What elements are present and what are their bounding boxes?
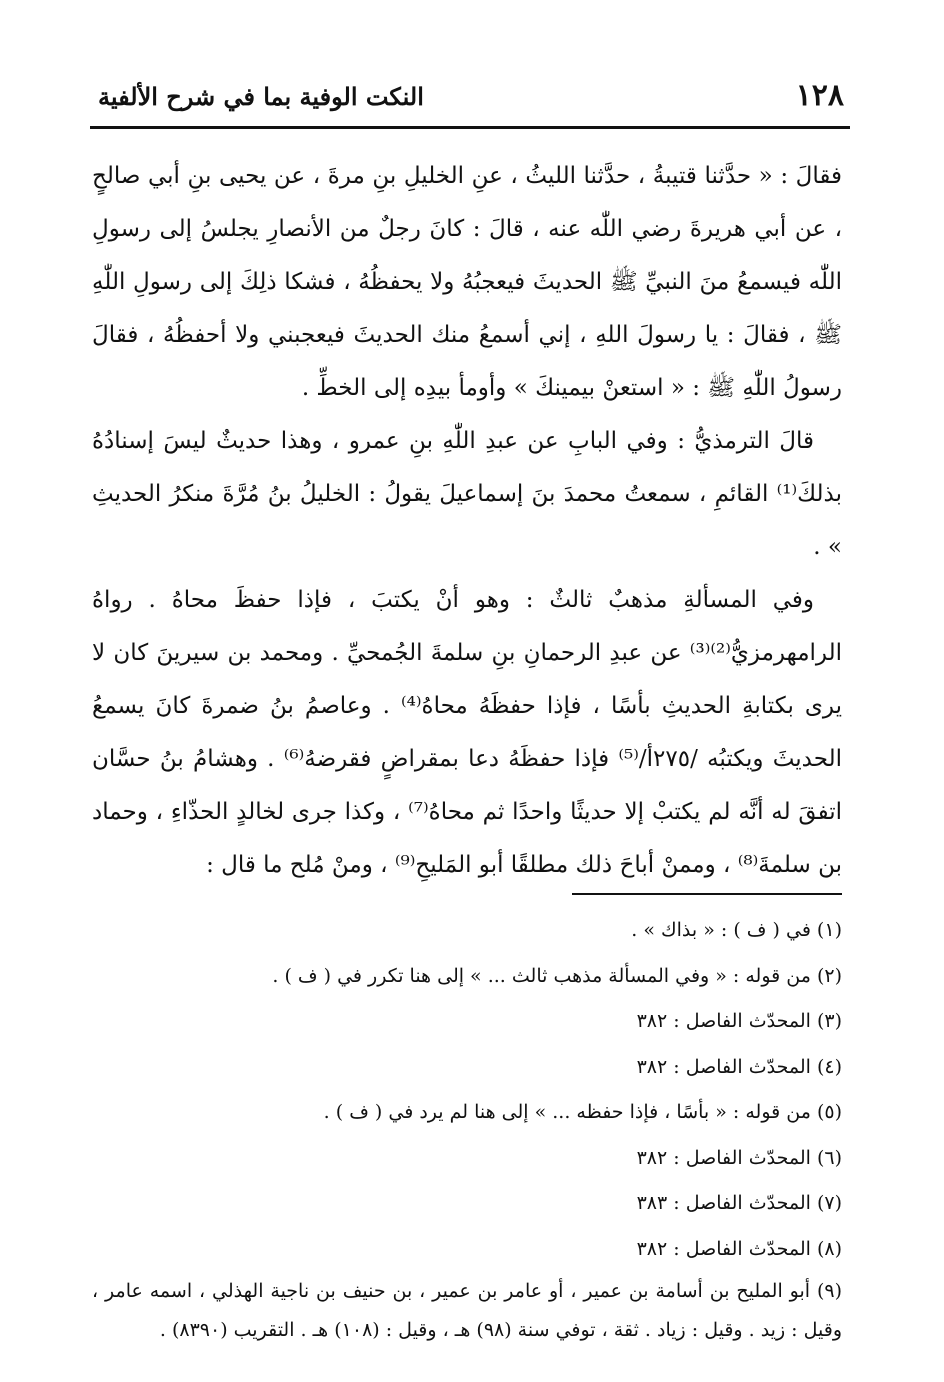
footnote: (٦) المحدّث الفاصل : ٣٨٢ xyxy=(636,1146,842,1169)
footnotes xyxy=(92,908,842,1350)
paragraph: فقالَ : « حدَّثنا قتيبةُ ، حدَّثنا الليثُ ، عنِ الخليلِ بنِ مرةَ ، عن يحيى بنِ أبي صالحٍ ، عن أبي هريرةَ رضي اللّٰه عنه ، قالَ : كانَ رجلٌ من الأنصارِ يجلسُ إلى رسولِ اللّٰه فيسمعُ منَ النبيِّ ﷺ الحديثَ فيعجبُهُ ولا يحفظُهُ ، فشكا ذلِكَ إلى رسولِ اللّٰهِ ﷺ ، فقالَ : يا رسولَ اللهِ ، إني أسمعُ منك الحديثَ فيعجبني ولا أحفظُهُ ، فقالَ رسولُ اللّٰهِ ﷺ : « استعنْ بيمينكَ » وأومأ بيدِه إلى الخطِّ . xyxy=(92,163,842,401)
footnote: (٧) المحدّث الفاصل : ٣٨٣ xyxy=(636,1192,842,1214)
footnote: (٨) المحدّث الفاصل : ٣٨٢ xyxy=(636,1237,842,1260)
footnote-separator xyxy=(572,893,842,895)
footnote: (٥) من قوله : « بأسًا ، فإذا حفظه ... » إلى هنا لم يرد في ( ف ) . xyxy=(323,1101,842,1123)
footnote: (٤) المحدّث الفاصل : ٣٨٢ xyxy=(636,1055,842,1078)
running-title: النكت الوفية بما في شرح الألفية xyxy=(98,82,424,111)
footnote: (١) في ( ف ) : « بذاك » . xyxy=(631,919,842,941)
footnote: (٩) أبو المليح بن أسامة بن عمير ، أو عامر بن عمير ، بن حنيف بن ناجية الهذلي ، اسمه عامر ، وقيل : زيد . وقيل : زياد . ثقة ، توفي سنة (٩٨) هـ ، وقيل : (١٠٨) هـ . التقريب (٨٣٩٠) . xyxy=(92,1280,842,1341)
footnote: (٣) المحدّث الفاصل : ٣٨٢ xyxy=(636,1010,842,1032)
page-number: ١٢٨ xyxy=(795,78,844,113)
paragraph: وفي المسألةِ مذهبٌ ثالثٌ : وهو أنْ يكتبَ ، فإذا حفظَ محاهُ . رواهُ الرامهرمزيُّ⁽²⁾⁽³⁾ عن عبدِ الرحمانِ بنِ سلمةَ الجُمحيِّ . ومحمد بن سيرينَ كان لا يرى بكتابةِ الحديثِ بأسًا ، فإذا حفظَهُ محاهُ⁽⁴⁾ . وعاصمُ بنُ ضمرةَ كانَ يسمعُ الحديثَ ويكتبُه /٢٧٥أ/⁽⁵⁾ فإذا حفظَهُ دعا بمقراضٍ فقرضهُ⁽⁶⁾ . وهشامُ بنُ حسَّان اتفقَ له أنَّه لم يكتبْ إلا حديثًا واحدًا ثم محاهُ⁽⁷⁾ ، وكذا جرى لخالدٍ الحذّاءِ ، وحماد بن سلمةَ⁽⁸⁾ ، وممنْ أباحَ ذلك مطلقًا أبو المَليحِ⁽⁹⁾ ، ومنْ مُلح ما قال : xyxy=(92,587,843,878)
main-text xyxy=(92,150,842,892)
footnote: (٢) من قوله : « وفي المسألة مذهب ثالث ... » إلى هنا تكرر في ( ف ) . xyxy=(272,964,842,987)
paragraph: قالَ الترمذيُّ : وفي البابِ عن عبدِ اللّٰهِ بنِ عمرو ، وهذا حديثٌ ليسَ إسنادُهُ بذلكَ⁽¹⁾ القائمِ ، سمعتُ محمدَ بنَ إسماعيلَ يقولُ : الخليلُ بنُ مُرَّةَ منكرُ الحديثِ » . xyxy=(92,428,842,560)
page-header xyxy=(90,70,850,129)
